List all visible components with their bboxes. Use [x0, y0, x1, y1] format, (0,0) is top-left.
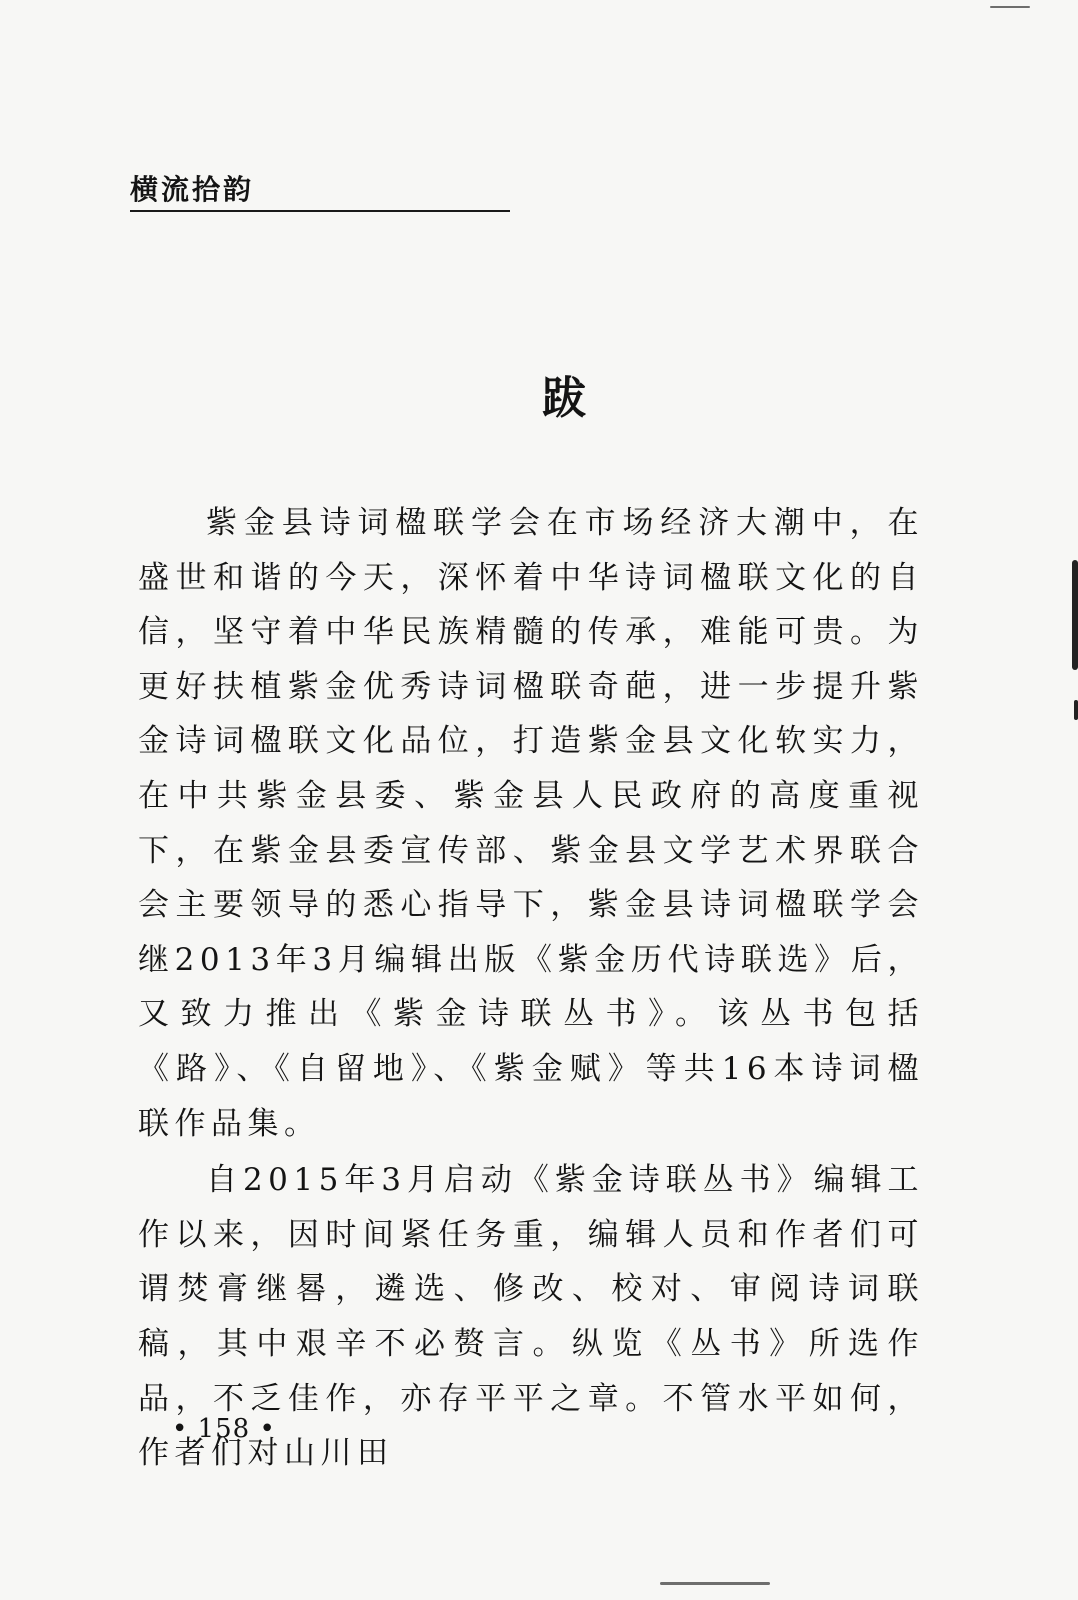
paragraph: 紫金县诗词楹联学会在市场经济大潮中，在盛世和谐的今天，深怀着中华诗词楹联文化的自信，坚守着中华民族精髓的传承，难能可贵。为更好扶植紫金优秀诗词楹联奇葩，进一步提升紫金诗词楹联文化品位，打造紫金县文化软实力，在中共紫金县委、紫金县人民政府的高度重视下，在紫金县委宣传部、紫金县文学艺术界联合会主要领导的悉心指导下，紫金县诗词楹联学会继2013年3月编辑出版《紫金历代诗联选》后，又致力推出《紫金诗联丛书》。该丛书包括《路》、《自留地》、《紫金赋》等共16本诗词楹联作品集。	[138, 505, 924, 1142]
body-text	[138, 496, 924, 1481]
chapter-title: 跋	[542, 373, 586, 424]
scan-edge-mark	[1074, 700, 1078, 720]
paragraph: 自2015年3月启动《紫金诗联丛书》编辑工作以来，因时间紧任务重，编辑人员和作者们可谓焚膏继晷，遴选、修改、校对、审阅诗词联稿，其中艰辛不必赘言。纵览《丛书》所选作品，不乏佳作，亦存平平之章。不管水平如何，作者们对山川田	[138, 1162, 924, 1472]
scan-edge-mark	[1072, 560, 1078, 670]
running-header-title: 横流拾韵	[130, 173, 255, 206]
running-header	[130, 168, 510, 212]
scan-smudge	[990, 6, 1030, 8]
page-number: • 158 •	[172, 1414, 276, 1444]
scan-smudge	[660, 1582, 770, 1585]
